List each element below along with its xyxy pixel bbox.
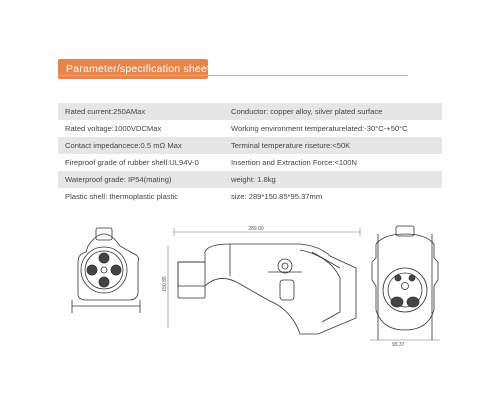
side-view: [168, 228, 360, 334]
section-title: Parameter/specification sheet: [66, 63, 211, 75]
dim-length-label: 289.00: [248, 226, 264, 232]
spec-cell: Insertion and Extraction Force:<100N: [231, 158, 357, 167]
spec-cell: Plastic shell: thermoplastic plastic: [65, 192, 179, 201]
spec-cell: Waterproof grade: IP54(mating): [58, 171, 224, 188]
spec-cell: weight: 1.8kg: [224, 171, 442, 188]
spec-cell: Rated voltage:1000VDCMax: [65, 124, 162, 133]
dim-height-label: 150.85: [162, 276, 168, 292]
dim-width-label: 95.37: [392, 342, 405, 348]
spec-cell: size: 289*150.85*95.37mm: [231, 192, 323, 201]
front-view: [72, 228, 140, 313]
spec-cell: Terminal temperature riseture:<50K: [224, 137, 442, 154]
spec-cell: Conductor: copper alloy, silver plated surface: [224, 103, 442, 120]
spec-cell: Rated current:250AMax: [58, 103, 224, 120]
spec-cell: Contact impedancece:0.5 mΩ Max: [58, 137, 224, 154]
end-view: [370, 226, 440, 340]
spec-cell: Working environment temperaturelated:-30°C-+50°C: [231, 124, 408, 133]
spec-cell: Fireproof grade of rubber shell:UL94V-0: [65, 158, 199, 167]
